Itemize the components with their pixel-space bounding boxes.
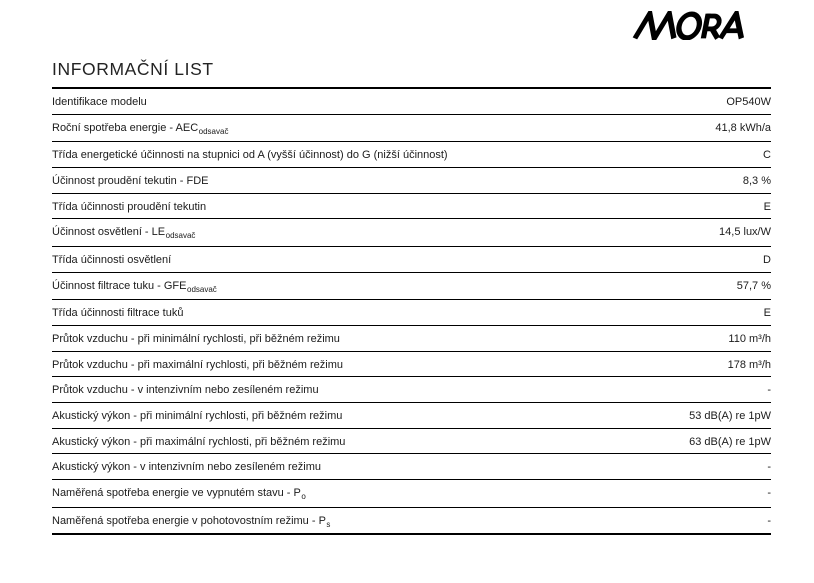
table-row	[52, 480, 771, 508]
row-label-text: Třída účinnosti filtrace tuků	[52, 307, 184, 320]
row-label-text: Naměřená spotřeba energie v pohotovostním režimu - P	[52, 514, 326, 527]
row-label	[52, 253, 171, 267]
row-label-text: Třída energetické účinnosti na stupnici od A (vyšší účinnost) do G (nižší účinnost)	[52, 149, 448, 162]
row-label	[52, 121, 228, 136]
row-value: E	[763, 200, 771, 213]
row-value: 63 dB(A) re 1pW	[689, 435, 771, 448]
table-row	[52, 89, 771, 115]
row-value: -	[767, 514, 771, 527]
row-value: 178 m³/h	[727, 358, 771, 371]
row-value: D	[763, 253, 771, 266]
row-label	[52, 95, 147, 109]
row-value: E	[763, 307, 771, 320]
row-label-text: Průtok vzduchu - při maximální rychlosti, při běžném režimu	[52, 358, 343, 371]
row-label-text: Roční spotřeba energie - AEC	[52, 121, 199, 134]
table-row	[52, 168, 771, 194]
table-row	[52, 273, 771, 301]
row-value: 53 dB(A) re 1pW	[689, 409, 771, 422]
row-label-text: Průtok vzduchu - při minimální rychlosti, při běžném režimu	[52, 332, 340, 345]
table-row	[52, 300, 771, 326]
row-label-text: Akustický výkon - při minimální rychlosti, při běžném režimu	[52, 409, 343, 422]
row-label-subscript: s	[326, 519, 331, 529]
row-label	[52, 486, 306, 501]
row-label-text: Účinnost osvětlení - LE	[52, 226, 166, 239]
row-label	[52, 200, 206, 214]
row-label-subscript: o	[301, 492, 306, 502]
table-row	[52, 219, 771, 247]
table-row	[52, 403, 771, 429]
row-label-text: Naměřená spotřeba energie ve vypnutém stavu - P	[52, 487, 301, 500]
row-value: C	[763, 149, 771, 162]
table-row	[52, 352, 771, 378]
row-label-text: Identifikace modelu	[52, 96, 147, 108]
mora-logo-icon	[632, 11, 748, 40]
row-label	[52, 514, 330, 529]
row-label	[52, 174, 209, 188]
row-label	[52, 148, 448, 162]
row-label-subscript: odsavač	[198, 126, 229, 136]
mora-logo	[632, 11, 748, 40]
table-row	[52, 429, 771, 455]
row-label-text: Průtok vzduchu - v intenzivním nebo zesíleném režimu	[52, 384, 319, 397]
row-label-text: Třída účinnosti osvětlení	[52, 253, 172, 266]
table-row	[52, 508, 771, 536]
info-table	[52, 89, 771, 535]
table-row	[52, 454, 771, 480]
row-label	[52, 358, 343, 372]
row-label-subscript: odsavač	[165, 231, 196, 241]
row-label-text: Účinnost proudění tekutin - FDE	[52, 174, 209, 187]
row-value: 110 m³/h	[728, 332, 771, 345]
row-label-text: Akustický výkon - při maximální rychlosti, při běžném režimu	[52, 435, 346, 448]
row-label	[52, 460, 321, 474]
row-label	[52, 225, 195, 240]
row-label	[52, 332, 340, 346]
table-row	[52, 115, 771, 143]
row-value: 14,5 lux/W	[719, 226, 771, 239]
row-label	[52, 383, 319, 397]
row-value: 8,3 %	[742, 174, 771, 187]
table-row	[52, 194, 771, 220]
table-row	[52, 142, 771, 168]
table-row	[52, 326, 771, 352]
row-label-text: Akustický výkon - v intenzivním nebo zesíleném režimu	[52, 461, 321, 474]
row-value: -	[767, 384, 771, 397]
row-label-text: Třída účinnosti proudění tekutin	[52, 200, 207, 213]
page-title: INFORMAČNÍ LIST	[52, 59, 214, 79]
row-label	[52, 306, 183, 320]
row-label	[52, 435, 345, 449]
row-value: -	[767, 487, 771, 500]
row-label	[52, 279, 217, 294]
table-row	[52, 377, 771, 403]
row-label	[52, 409, 342, 423]
row-label-text: Účinnost filtrace tuku - GFE	[52, 279, 187, 292]
row-value: 41,8 kWh/a	[715, 121, 771, 134]
table-row	[52, 247, 771, 273]
row-value: 57,7 %	[736, 279, 771, 292]
row-label-subscript: odsavač	[187, 284, 217, 294]
row-value: OP540W	[726, 96, 771, 108]
row-value: -	[767, 461, 771, 474]
